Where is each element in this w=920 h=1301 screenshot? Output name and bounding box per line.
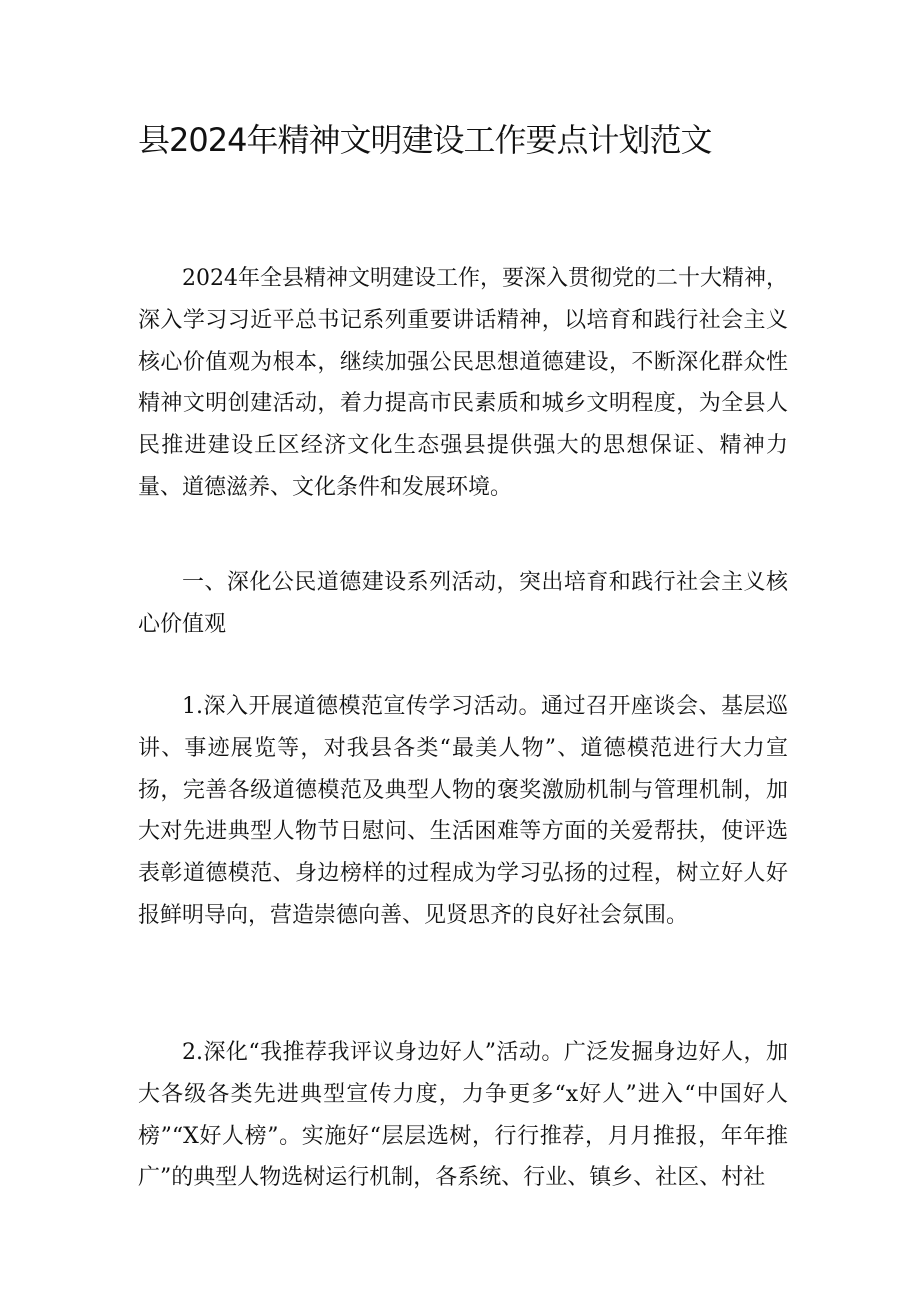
intro-paragraph: 2024年全县精神文明建设工作，要深入贯彻党的二十大精神，深入学习习近平总书记系列重要讲话精神，以培育和践行社会主义核心价值观为根本，继续加强公民思想道德建设，不断深化群众性精神文明创建活动，着力提高市民素质和城乡文明程度，为全县人民推进建设丘区经济文化生态强县提供强大的思想保证、精神力量、道德滋养、文化条件和发展环境。 — [138, 266, 788, 500]
item-paragraph-1: 1.深入开展道德模范宣传学习活动。通过召开座谈会、基层巡讲、事迹展览等，对我县各类“最美人物”、道德模范进行大力宣扬，完善各级道德模范及典型人物的褒奖激励机制与管理机制，加大对先进典型人物节日慰问、生活困难等方面的关爱帮扶，使评选表彰道德模范、身边榜样的过程成为学习弘扬的过程，树立好人好报鲜明导向，营造崇德向善、见贤思齐的良好社会氛围。 — [138, 694, 788, 928]
item-paragraph-2: 2.深化“我推荐我评议身边好人”活动。广泛发掘身边好人，加大各级各类先进典型宣传力度，力争更多“x好人”进入“中国好人榜”“X好人榜”。实施好“层层选树，行行推荐，月月推报，年年推广”的典型人物选树运行机制，各系统、行业、镇乡、社区、村社 — [138, 1040, 788, 1191]
document-title: 县2024年精神文明建设工作要点计划范文 — [138, 121, 712, 159]
section-heading-1: 一、深化公民道德建设系列活动，突出培育和践行社会主义核心价值观 — [138, 570, 788, 637]
